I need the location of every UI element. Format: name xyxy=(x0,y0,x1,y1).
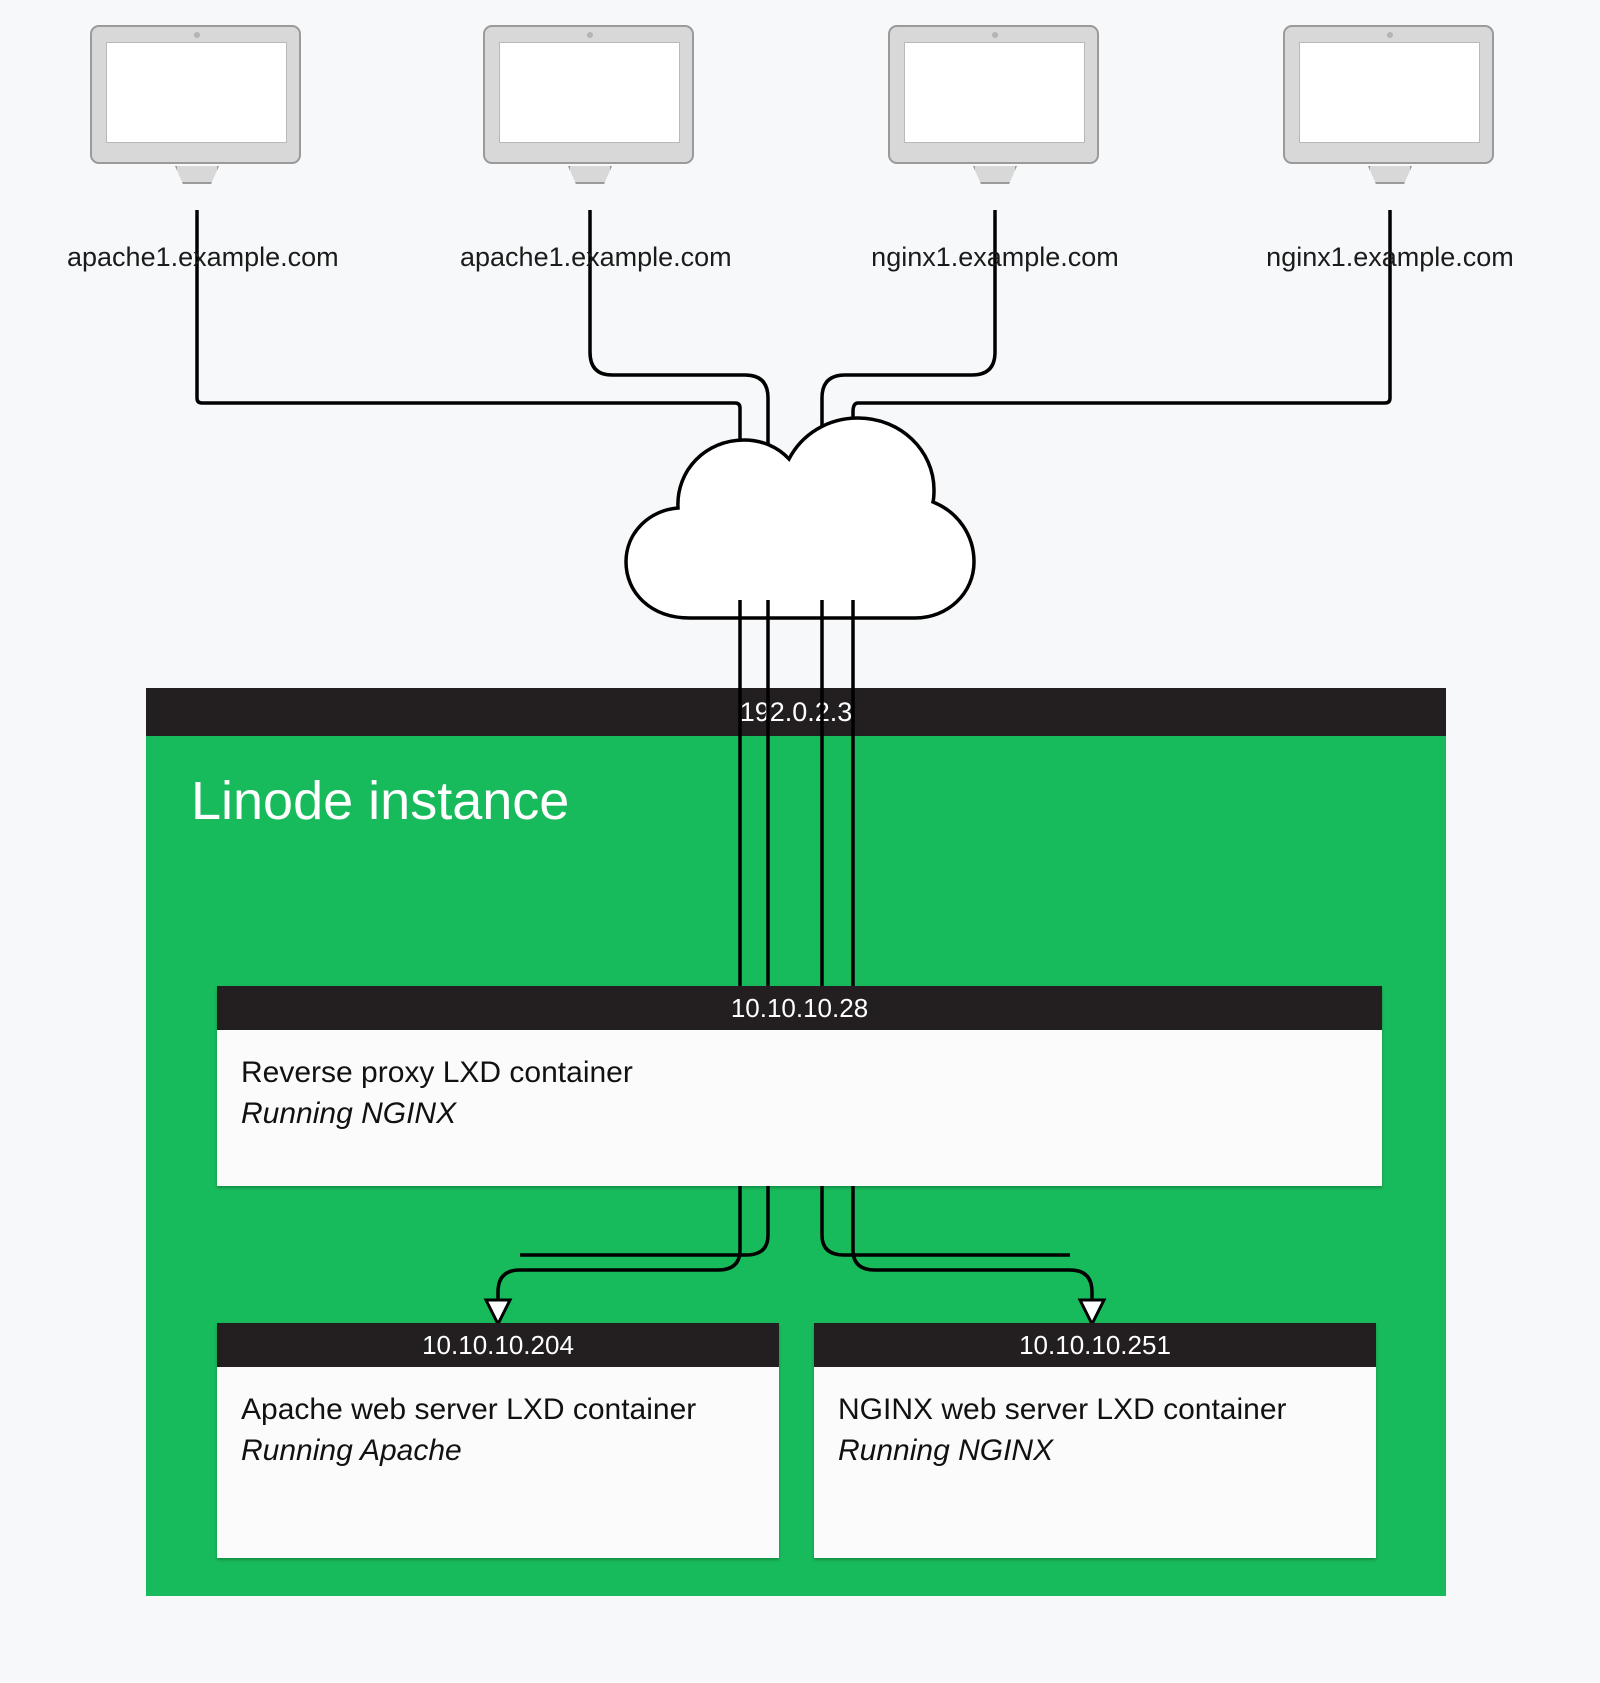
instance-public-ip: 192.0.2.3 xyxy=(146,688,1446,736)
client-label: nginx1.example.com xyxy=(1266,242,1514,272)
monitor-icon xyxy=(888,25,1103,180)
client-label: nginx1.example.com xyxy=(871,242,1119,272)
container-ip: 10.10.10.251 xyxy=(814,1323,1376,1367)
container-status: Running Apache xyxy=(241,1434,462,1468)
apache-web-server-container xyxy=(217,1323,779,1558)
container-status: Running NGINX xyxy=(241,1097,457,1131)
container-body xyxy=(217,1367,779,1490)
container-ip: 10.10.10.28 xyxy=(217,986,1382,1030)
container-name: Apache web server LXD container xyxy=(241,1393,697,1426)
container-name: NGINX web server LXD container xyxy=(838,1393,1287,1426)
instance-title: Linode instance xyxy=(191,771,570,831)
container-body xyxy=(217,1030,1382,1153)
monitor-icon xyxy=(1283,25,1498,180)
container-status: Running NGINX xyxy=(838,1434,1054,1468)
reverse-proxy-container xyxy=(217,986,1382,1186)
container-ip: 10.10.10.204 xyxy=(217,1323,779,1367)
client-label: apache1.example.com xyxy=(460,242,732,272)
client-node xyxy=(865,25,1125,273)
monitor-icon xyxy=(90,25,305,180)
monitor-icon xyxy=(483,25,698,180)
client-node xyxy=(67,25,339,273)
client-node xyxy=(460,25,732,273)
container-name: Reverse proxy LXD container xyxy=(241,1056,633,1089)
client-label: apache1.example.com xyxy=(67,242,339,272)
nginx-web-server-container xyxy=(814,1323,1376,1558)
client-node xyxy=(1260,25,1520,273)
container-body xyxy=(814,1367,1376,1490)
